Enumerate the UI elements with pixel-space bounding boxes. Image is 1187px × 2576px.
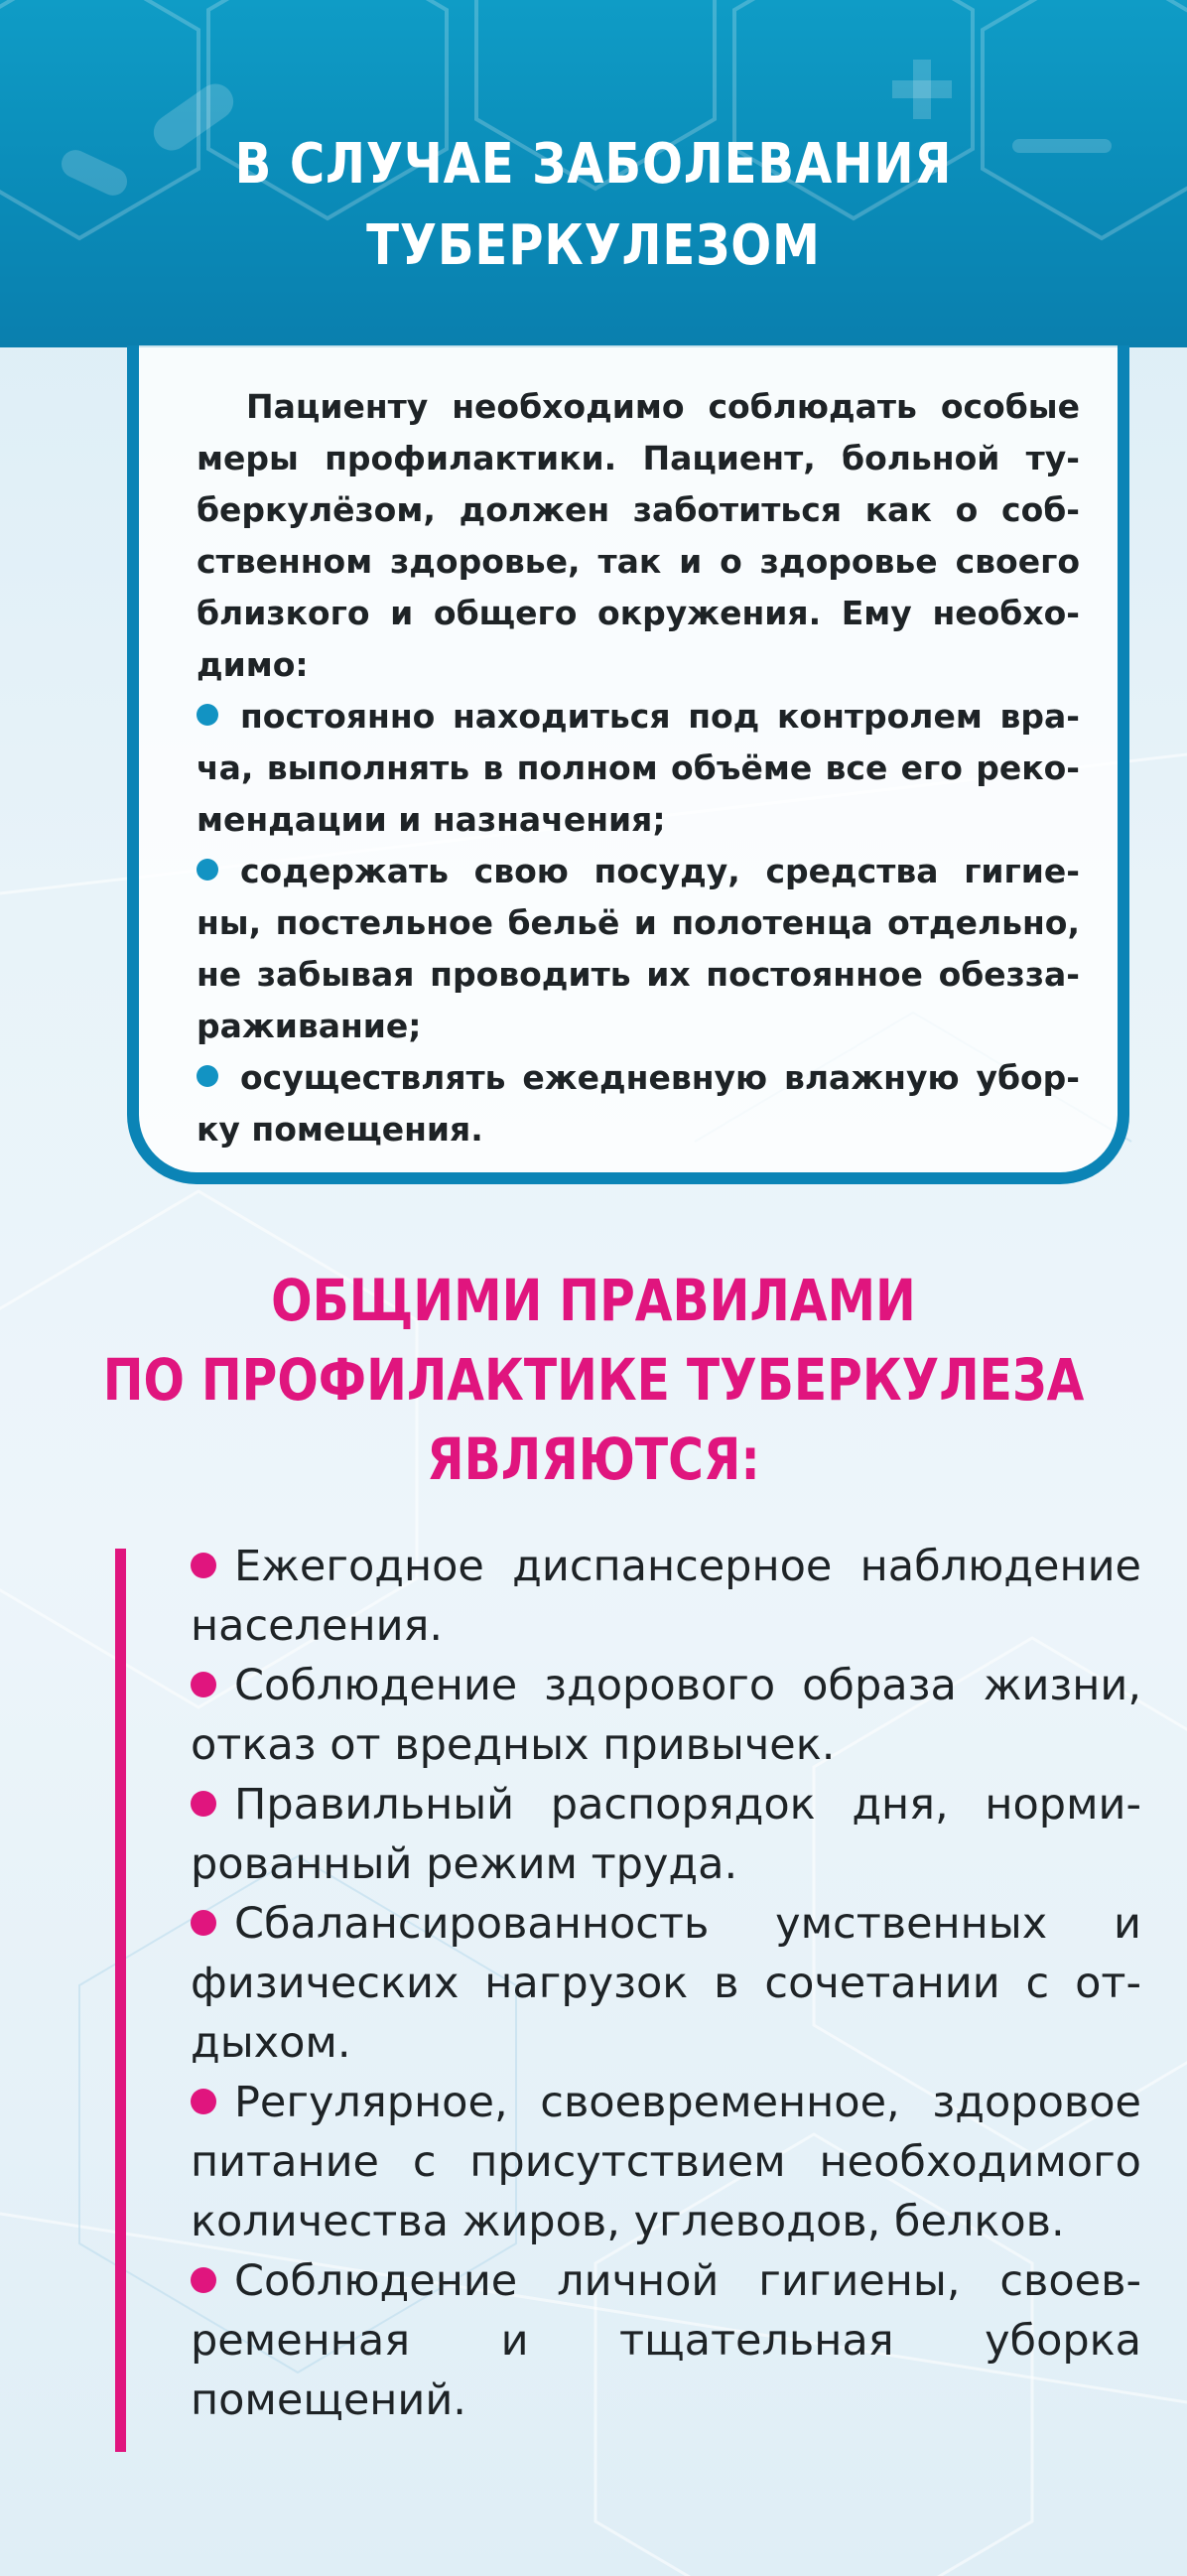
info-intro: Пациенту необходимо соблюдать особые меры профилактики. Пациент, больной ту- беркулёзом, должен заботиться как о соб- ственном здоровье, так и о здоровье своего близкого и общего окружения. Ему необхо- димо: — [197, 387, 1080, 684]
bullet-dot-icon — [191, 2267, 216, 2293]
rules-list-item — [191, 1894, 1141, 2073]
rules-item-text: Правильный распорядок дня, норми- рованный режим труда. — [191, 1780, 1141, 1889]
page-title — [83, 124, 1105, 287]
rules-heading — [95, 1261, 1093, 1499]
info-bullet-item — [197, 846, 1080, 1052]
bullet-dot-icon — [191, 1910, 216, 1936]
rules-item-text: Сбалансированность умственных и физических нагрузок в сочетании с от- дыхом. — [191, 1899, 1141, 2068]
page-title-line-2: ТУБЕРКУЛЕЗОМ — [366, 213, 821, 278]
rules-list-item — [191, 1775, 1141, 1894]
rules-item-text: Соблюдение здорового образа жизни, отказ от вредных привычек. — [191, 1661, 1141, 1770]
bullet-dot-icon — [191, 1672, 216, 1697]
bullet-dot-icon — [197, 704, 218, 726]
info-bullet-text: постоянно находиться под контролем вра- ча, выполнять в полном объёме все его реко- мендации и назначения; — [197, 697, 1080, 839]
info-box — [127, 345, 1129, 1184]
rules-heading-line-1: ОБЩИМИ ПРАВИЛАМИ — [271, 1267, 916, 1334]
rules-heading-line-2: ПО ПРОФИЛАКТИКЕ ТУБЕРКУЛЕЗА — [102, 1346, 1085, 1414]
bullet-dot-icon — [191, 1553, 216, 1578]
bullet-dot-icon — [191, 1791, 216, 1817]
info-text — [197, 381, 1080, 1155]
bullet-dot-icon — [197, 859, 218, 881]
rules-list-item — [191, 1656, 1141, 1775]
rules-item-text: Регулярное, своевременное, здоровое питание с присутствием необходимого количества жиров, углеводов, белков. — [191, 2078, 1141, 2246]
info-bullet-text: содержать свою посуду, средства гигие- ны, постельное бельё и полотенца отдельно, не забывая проводить их постоянное обезза- раживание; — [197, 852, 1080, 1045]
page-title-line-1: В СЛУЧАЕ ЗАБОЛЕВАНИЯ — [234, 132, 953, 197]
info-bullet-item — [197, 1052, 1080, 1155]
rules-list-item — [191, 2073, 1141, 2251]
rules-accent-bar — [115, 1549, 126, 2452]
rules-item-text: Соблюдение личной гигиены, своев- ременная и тщательная уборка помещений. — [191, 2256, 1141, 2425]
bullet-dot-icon — [197, 1065, 218, 1087]
rules-list-item — [191, 2251, 1141, 2430]
info-bullet-item — [197, 691, 1080, 846]
rules-item-text: Ежегодное диспансерное наблюдение населения. — [191, 1542, 1141, 1651]
rules-list — [191, 1537, 1141, 2430]
rules-list-item — [191, 1537, 1141, 1656]
header-band — [0, 0, 1187, 347]
info-bullet-text: осуществлять ежедневную влажную убор- ку помещения. — [197, 1058, 1080, 1149]
bullet-dot-icon — [191, 2089, 216, 2114]
rules-heading-line-3: ЯВЛЯЮТСЯ: — [427, 1425, 760, 1493]
